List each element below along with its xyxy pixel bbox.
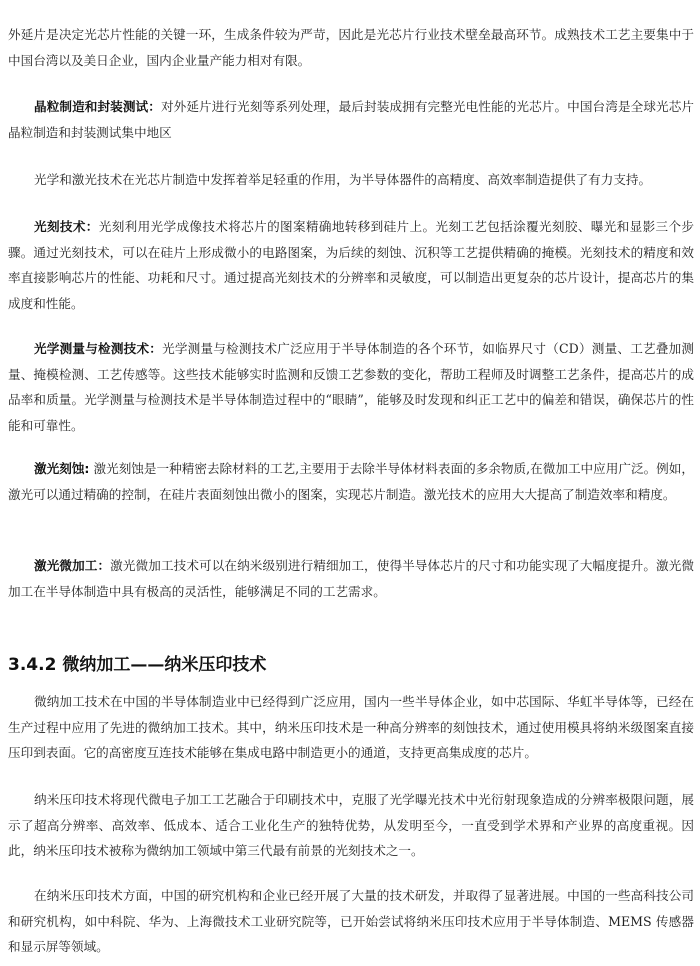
paragraph-optical-metrology (8, 336, 694, 438)
paragraph-text: 激光微加工技术可以在纳米级别进行精细加工，使得半导体芯片的尺寸和功能实现了大幅度提升。激光微加工在半导体制造中具有极高的灵活性，能够满足不同的工艺需求。 (8, 558, 695, 599)
paragraph-text: 在纳米压印技术方面，中国的研究机构和企业已经开展了大量的技术研发，并取得了显著进展。中国的一些高科技公司和研究机构，如中科院、华为、上海微技术工业研究院等，已开始尝试将纳米压印技术应用于半导体制造、MEMS 传感器和显示屏等领域。 (8, 888, 694, 954)
paragraph-lithography (8, 214, 694, 316)
paragraph-lead: 晶粒制造和封装测试： (34, 99, 161, 114)
paragraph-lead: 光学测量与检测技术： (34, 341, 163, 356)
paragraph-nanoimprint-china (8, 883, 694, 960)
paragraph-text: 对外延片进行光刻等系列处理，最后封装成拥有完整光电性能的光芯片。中国台湾是全球光芯片晶粒制造和封装测试集中地区 (8, 99, 695, 140)
paragraph-text: 纳米压印技术将现代微电子加工工艺融合于印刷技术中，克服了光学曝光技术中光衍射现象造成的分辨率极限问题，展示了超高分辨率、高效率、低成本、适合工业化生产的独特优势，从发明至今，一直受到学术界和产业界的高度重视。因此，纳米压印技术被称为微纳加工领域中第三代最有前景的光刻技术之一。 (8, 792, 694, 858)
paragraph-micro-nano-processing (8, 689, 694, 766)
section-heading: 3.4.2 微纳加工——纳米压印技术 (8, 655, 267, 675)
paragraph-laser-etching (8, 456, 694, 507)
paragraph-text: 外延片是决定光芯片性能的关键一环，生成条件较为严苛，因此是光芯片行业技术壁垒最高环节。成熟技术工艺主要集中于中国台湾以及美日企业，国内企业量产能力相对有限。 (8, 27, 694, 68)
paragraph-lead: 激光微加工： (34, 558, 111, 573)
paragraph-text: 激光刻蚀是一种精密去除材料的工艺,主要用于去除半导体材料表面的多余物质,在微加工中应用广泛。例如，激光可以通过精确的控制，在硅片表面刻蚀出微小的图案，实现芯片制造。激光技术的应用大大提高了制造效率和精度。 (8, 461, 694, 502)
paragraph-laser-micromachining (8, 553, 694, 604)
paragraph-text: 光刻利用光学成像技术将芯片的图案精确地转移到硅片上。光刻工艺包括涂覆光刻胶、曝光和显影三个步骤。通过光刻技术，可以在硅片上形成微小的电路图案，为后续的刻蚀、沉积等工艺提供精确的掩模。光刻技术的精度和效率直接影响芯片的性能、功耗和尺寸。通过提高光刻技术的分辨率和灵敏度，可以制造出更复杂的芯片设计，提高芯片的集成度和性能。 (8, 219, 695, 311)
paragraph-optics-laser-intro (8, 167, 694, 193)
paragraph-text: 光学测量与检测技术广泛应用于半导体制造的各个环节，如临界尺寸（CD）测量、工艺叠加测量、掩模检测、工艺传感等。这些技术能够实时监测和反馈工艺参数的变化，帮助工程师及时调整工艺条件，提高芯片的成品率和质量。光学测量与检测技术是半导体制造过程中的“眼睛”，能够及时发现和纠正工艺中的偏差和错误，确保芯片的性能和可靠性。 (8, 341, 695, 433)
paragraph-lead: 光刻技术： (34, 219, 99, 234)
paragraph-text: 光学和激光技术在光芯片制造中发挥着举足轻重的作用，为半导体器件的高精度、高效率制造提供了有力支持。 (34, 172, 652, 187)
paragraph-nanoimprint-advantages (8, 787, 694, 864)
paragraph-epitaxial-wafer (8, 22, 694, 73)
paragraph-text: 微纳加工技术在中国的半导体制造业中已经得到广泛应用，国内一些半导体企业，如中芯国际、华虹半导体等，已经在生产过程中应用了先进的微纳加工技术。其中，纳米压印技术是一种高分辨率的刻蚀技术，通过使用模具将纳米级图案直接压印到表面。它的高密度互连技术能够在集成电路中制造更小的通道，支持更高集成度的芯片。 (8, 694, 694, 760)
paragraph-die-fab-packaging (8, 94, 694, 145)
paragraph-lead: 激光刻蚀: (34, 461, 90, 476)
